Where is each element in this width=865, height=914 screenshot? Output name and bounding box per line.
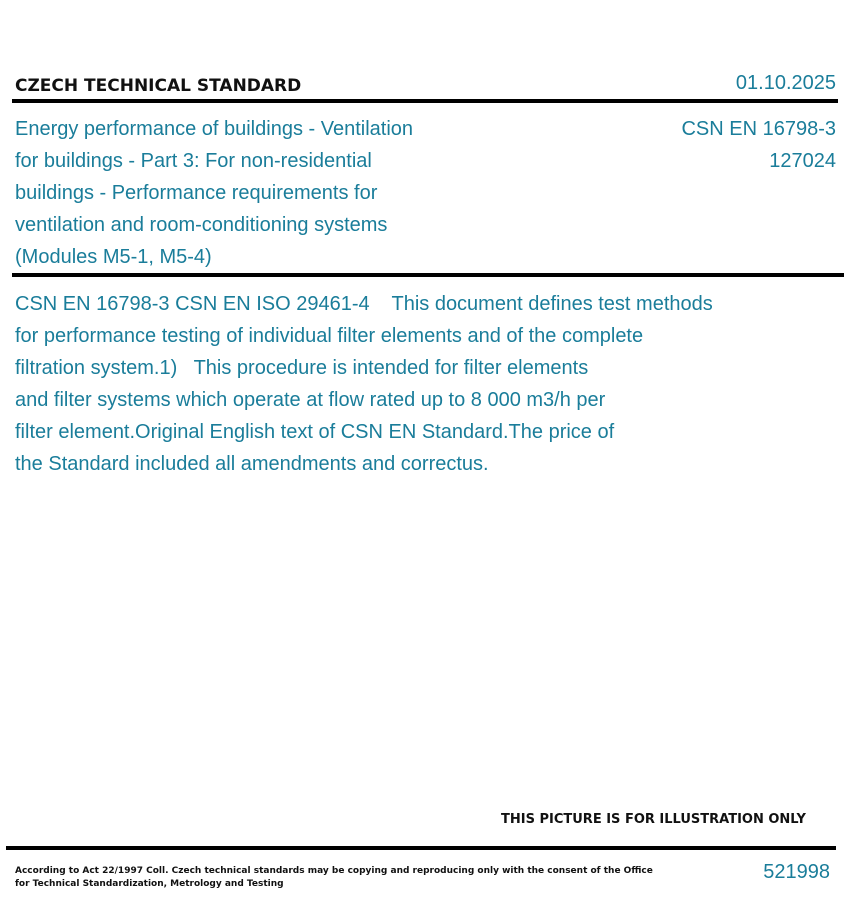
standard-identifier: [681, 113, 836, 177]
title-line: Energy performance of buildings - Ventilation: [15, 118, 414, 140]
standard-header-label: CZECH TECHNICAL STANDARD: [15, 76, 302, 96]
footer-code: 521998: [763, 861, 830, 883]
title-line: (Modules M5-1, M5-4): [15, 246, 212, 268]
title-line: ventilation and room-conditioning systems: [15, 214, 388, 236]
legal-notice-line: According to Act 22/1997 Coll. Czech technical standards may be copying and reproducing only with the consent of the Office: [15, 866, 653, 876]
standard-number: CSN EN 16798-3: [681, 118, 836, 140]
standard-date: 01.10.2025: [735, 72, 836, 94]
legal-notice: [15, 865, 653, 891]
description-line: the Standard included all amendments and correctus.: [15, 453, 489, 475]
title-line: for buildings - Part 3: For non-residential: [15, 150, 372, 172]
standard-description: [15, 288, 795, 480]
legal-notice-line: for Technical Standardization, Metrology and Testing: [15, 879, 284, 889]
title-divider: [12, 273, 844, 277]
description-line: CSN EN 16798-3 CSN EN ISO 29461-4 This document defines test methods: [15, 293, 713, 315]
description-line: filter element.Original English text of CSN EN Standard.The price of: [15, 421, 615, 443]
catalog-number: 127024: [769, 150, 836, 172]
footer-divider: [6, 846, 836, 850]
standard-title: [15, 113, 475, 273]
illustration-disclaimer: THIS PICTURE IS FOR ILLUSTRATION ONLY: [501, 812, 806, 827]
description-line: for performance testing of individual filter elements and of the complete: [15, 325, 644, 347]
description-line: and filter systems which operate at flow rated up to 8 000 m3/h per: [15, 389, 606, 411]
header-divider: [12, 99, 838, 103]
description-line: filtration system.1) This procedure is intended for filter elements: [15, 357, 589, 379]
title-line: buildings - Performance requirements for: [15, 182, 378, 204]
